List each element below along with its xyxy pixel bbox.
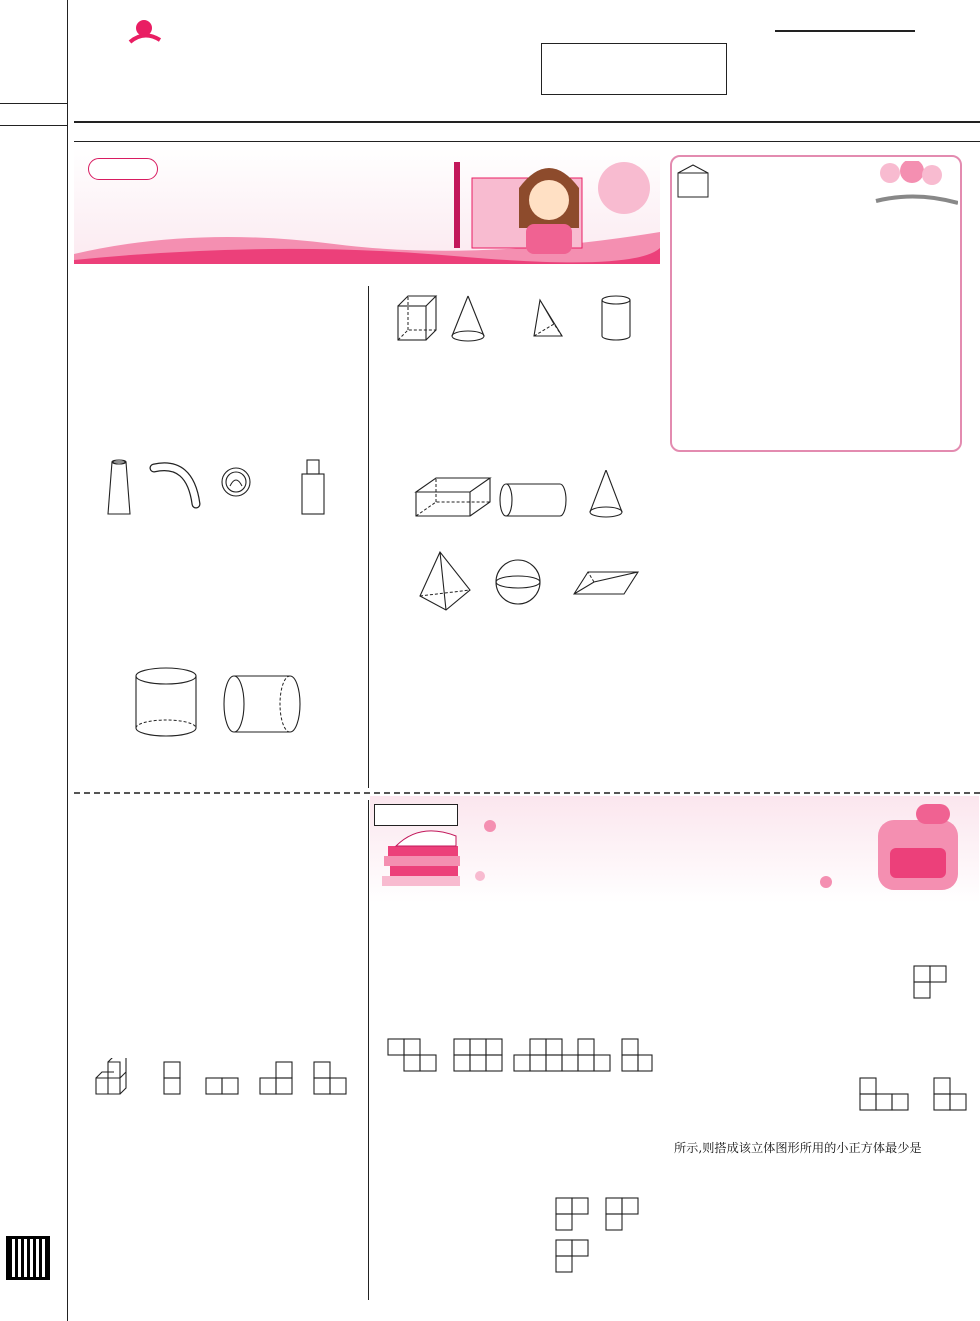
a2-example2: [376, 918, 662, 940]
article1-section2: [78, 750, 362, 771]
example2-solids-figure: [390, 290, 650, 344]
column-divider: [368, 286, 369, 788]
logo-swirl-icon: [80, 10, 460, 110]
weekly-banner-icon: [676, 161, 958, 207]
banner-scene-icon: [74, 148, 660, 264]
sidebar-editor-box: [0, 0, 67, 104]
figure2-six-solids: [410, 470, 650, 620]
article2-column1: [78, 803, 362, 825]
example3-text: [376, 361, 662, 382]
a2-example1: [78, 803, 362, 825]
a2-figure2-options: [384, 1035, 654, 1075]
a2-figure5-views: [858, 1076, 968, 1126]
a2-example3: [376, 1195, 536, 1217]
edition-info: [775, 28, 915, 32]
masthead-logo: [80, 10, 460, 110]
figure1-cylinders: [130, 666, 310, 738]
a2-example4-a: [674, 1070, 852, 1136]
date-issue-box: [541, 43, 727, 95]
example2-text: [78, 750, 362, 771]
column-divider-2: [368, 800, 369, 1300]
weekly-topics-box: [670, 155, 962, 452]
article1-column1: [78, 286, 362, 308]
publication-info-bar: [74, 121, 980, 142]
a2-example4-b: [674, 1138, 964, 1160]
a2-column2-top: [376, 918, 662, 940]
banner2-books-backpack-icon: [370, 796, 979, 903]
a2-figure4-grid: [912, 964, 952, 1002]
a2-example4-tail: 所示,则搭成该立体图形所用的小正方体最少是: [674, 1141, 922, 1155]
article-separator: [74, 792, 980, 794]
example1-objects-figure: [88, 456, 358, 518]
example1-text: [78, 287, 362, 308]
example2-analysis: [376, 361, 662, 382]
a2-figure3-views: [540, 1196, 664, 1280]
sidebar-previous-answers: [0, 0, 68, 1321]
article2-tag: [374, 804, 458, 826]
article2-banner: [370, 796, 979, 903]
edition-title: [775, 28, 915, 32]
a2-figure1-options: [94, 1058, 364, 1102]
sidebar-answer-heading: [0, 104, 67, 126]
qr-code-icon: [6, 1236, 50, 1280]
article1-tag: [88, 158, 158, 180]
article1-banner: [74, 148, 660, 264]
